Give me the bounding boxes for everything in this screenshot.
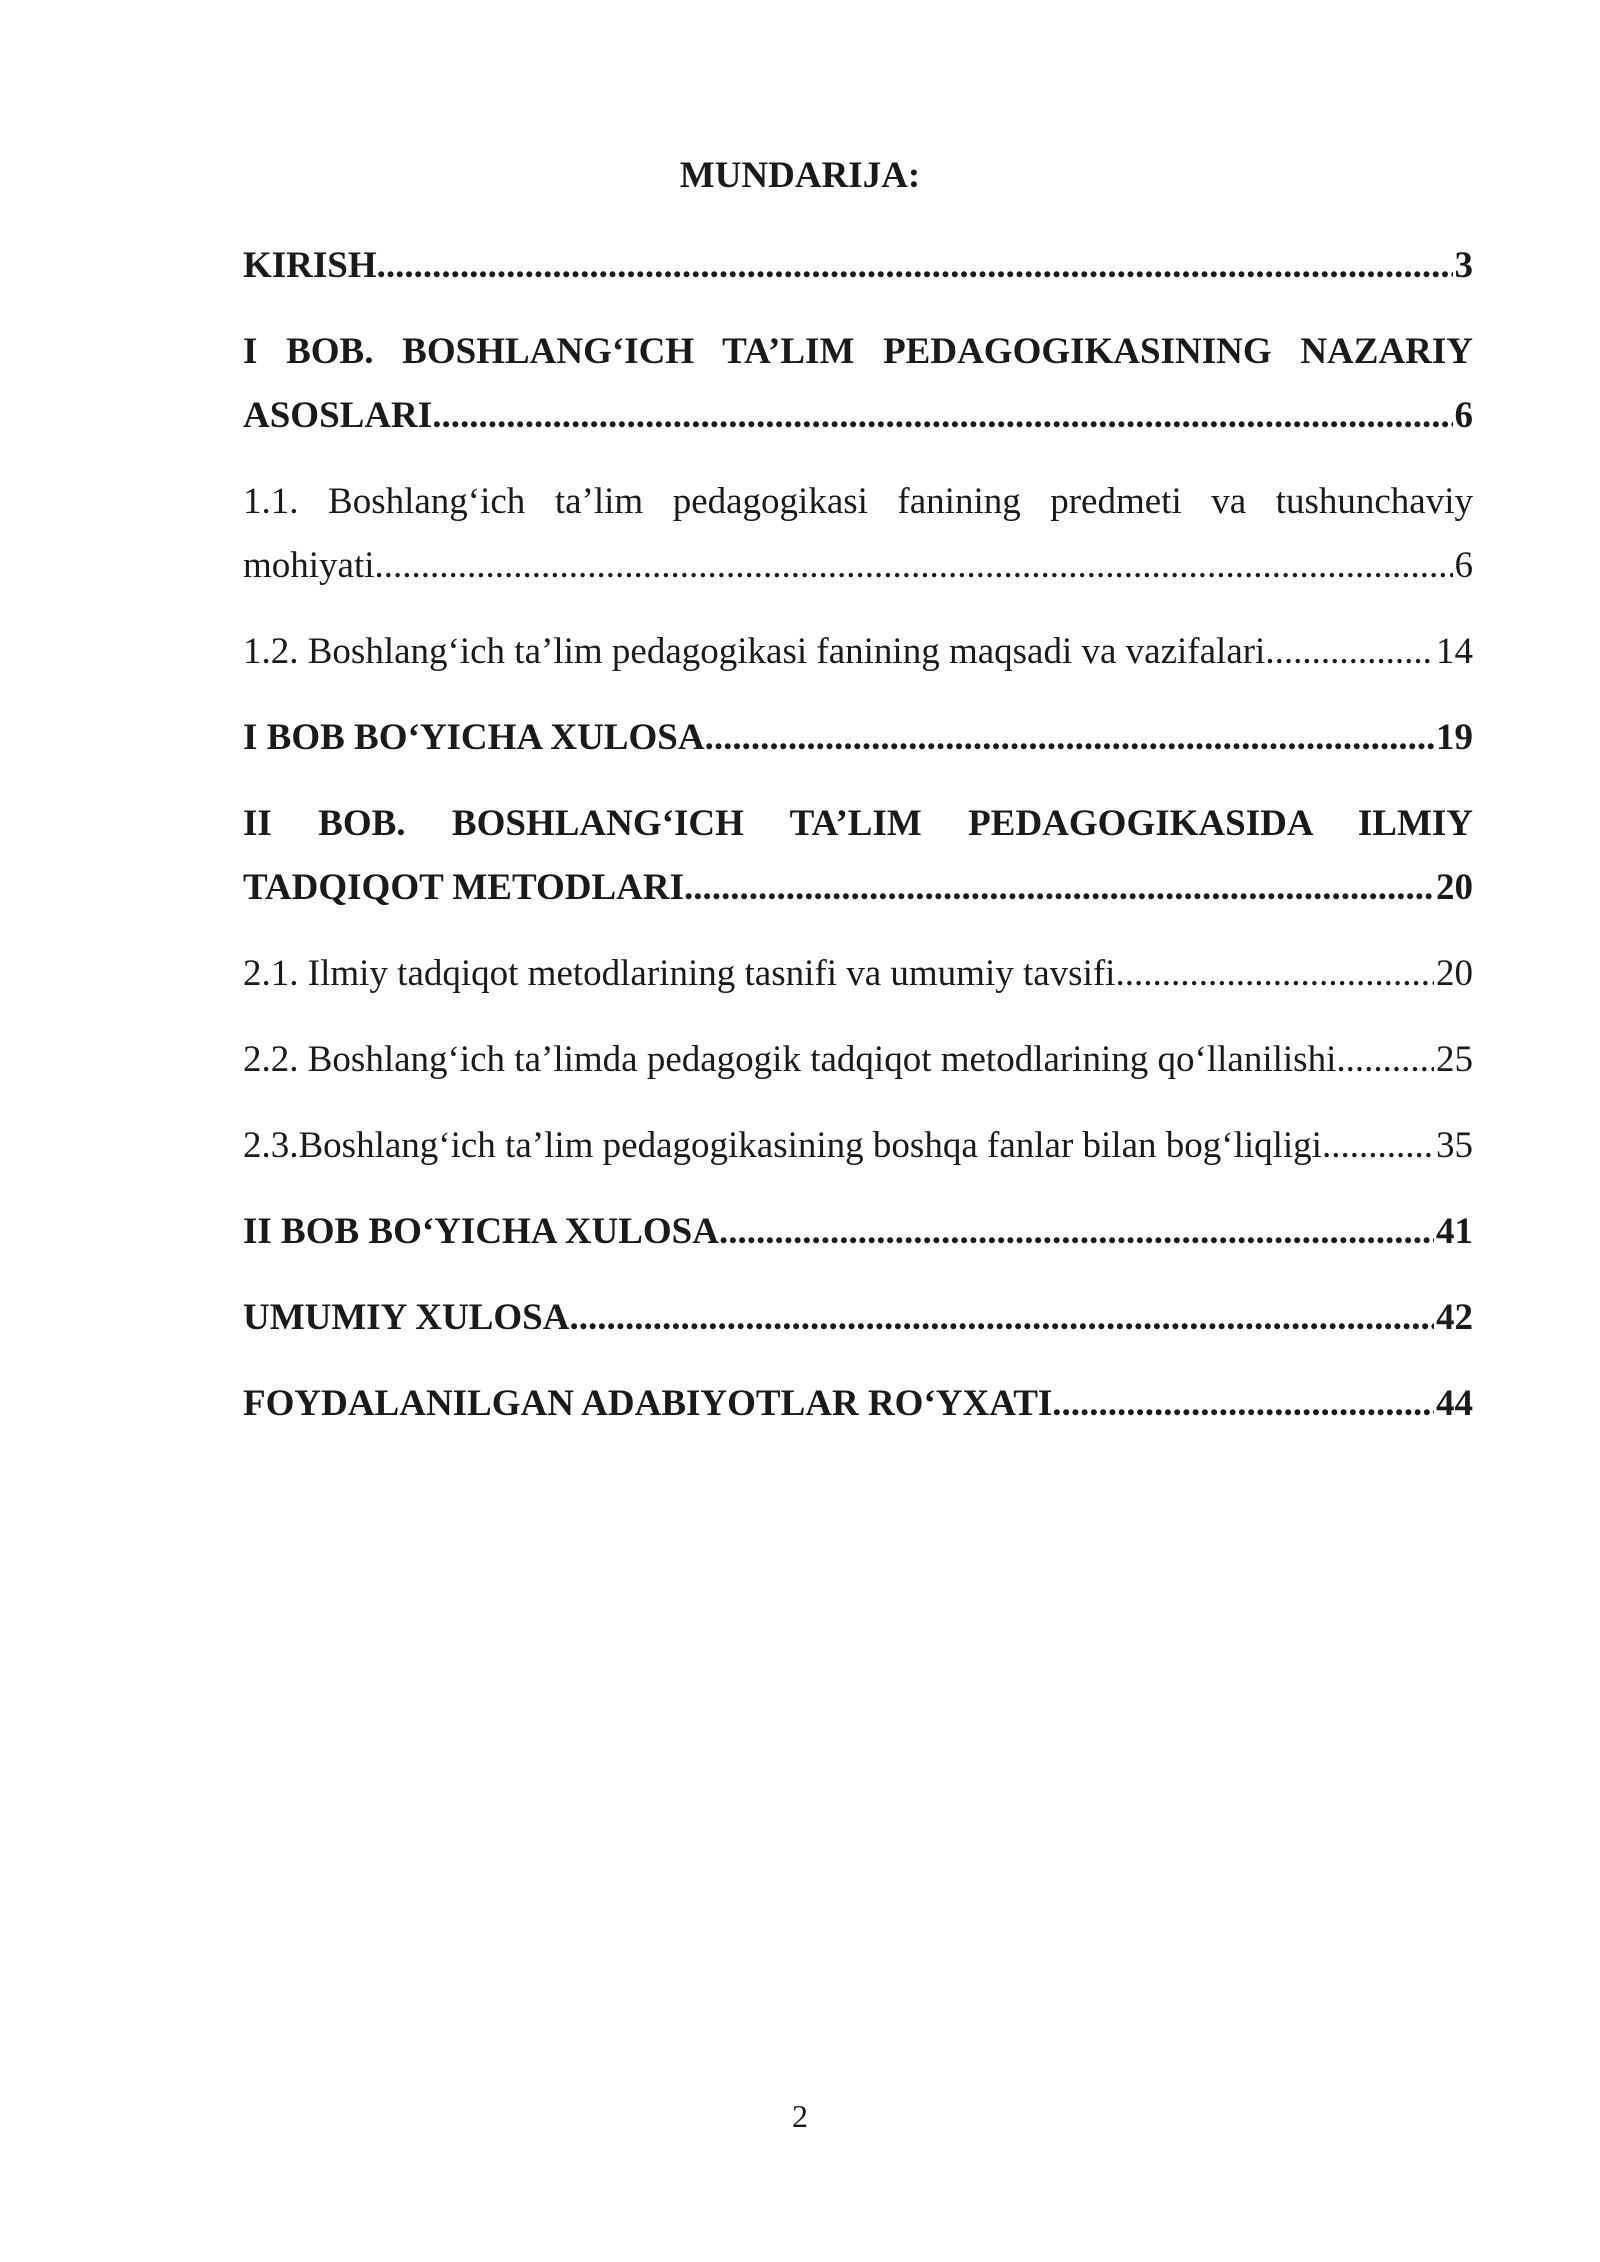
toc-entry-text: FOYDALANILGAN ADABIYOTLAR RO‘YXATI [243,1383,1053,1424]
toc-entry-text: UMUMIY XULOSA [243,1297,570,1338]
toc-entry-text: mohiyati [243,545,375,586]
toc-entry-section-2-3[interactable] [243,1114,1473,1178]
toc-entry-text-line-1: II BOB. BOSHLANG‘ICH TA’LIM PEDAGOGIKASIDA ILMIY [243,803,1473,844]
dot-leader [684,856,1434,920]
dot-leader [1265,620,1434,684]
toc-entry-chapter-1[interactable] [243,320,1473,448]
toc-entry-chapter-1-conclusion[interactable] [243,706,1473,770]
toc-entry-section-1-2[interactable] [243,620,1473,684]
toc-page-number: 25 [1436,1039,1473,1080]
toc-page-number: 6 [1454,395,1473,436]
toc-entry-text-line-1: I BOB. BOSHLANG‘ICH TA’LIM PEDAGOGIKASINING NAZARIY [243,331,1473,372]
toc-page-number: 41 [1436,1211,1473,1252]
toc-page-number: 20 [1436,867,1473,908]
toc-entry-references[interactable] [243,1372,1473,1436]
toc-entry-text: 2.1. Ilmiy tadqiqot metodlarining tasnifi va umumiy tavsifi [243,953,1116,994]
toc-entry-chapter-2-conclusion[interactable] [243,1200,1473,1264]
toc-entry-section-2-2[interactable] [243,1028,1473,1092]
page-number: 2 [792,2098,808,2134]
toc-entry-text: 2.3.Boshlang‘ich ta’lim pedagogikasining boshqa fanlar bilan bog‘liqligi [243,1125,1322,1166]
dot-leader [375,534,1453,598]
toc-entry-text: 2.2. Boshlang‘ich ta’limda pedagogik tadqiqot metodlarining qo‘llanilishi [243,1039,1337,1080]
toc-entry-text-line-1: 1.1. Boshlang‘ich ta’lim pedagogikasi fanining predmeti va tushunchaviy [243,481,1473,522]
toc-entry-text: 1.2. Boshlang‘ich ta’lim pedagogikasi fanining maqsadi va vazifalari [243,631,1266,672]
toc-page-number: 35 [1436,1125,1473,1166]
table-of-contents [243,234,1473,1458]
toc-page-number: 6 [1454,545,1473,586]
dot-leader [1115,942,1434,1006]
toc-page-number: 44 [1436,1383,1473,1424]
dot-leader [432,384,1452,448]
dot-leader [1322,1114,1434,1178]
page-title: MUNDARIJA: [679,155,921,196]
dot-leader [377,234,1453,298]
toc-page-number: 20 [1436,953,1473,994]
toc-entry-text: TADQIQOT METODLARI [243,867,685,908]
toc-page-number: 3 [1454,245,1473,286]
toc-entry-text: II BOB BO‘YICHA XULOSA [243,1211,719,1252]
toc-entry-section-2-1[interactable] [243,942,1473,1006]
dot-leader [705,706,1434,770]
toc-entry-general-conclusion[interactable] [243,1286,1473,1350]
dot-leader [569,1286,1434,1350]
toc-page-number: 14 [1436,631,1473,672]
dot-leader [1052,1372,1434,1436]
toc-entry-text: ASOSLARI [243,395,433,436]
dot-leader [1336,1028,1434,1092]
toc-page-number: 42 [1436,1297,1473,1338]
toc-entry-kirish[interactable] [243,234,1473,298]
toc-entry-section-1-1[interactable] [243,470,1473,598]
toc-entry-text: KIRISH [243,245,377,286]
toc-page-number: 19 [1436,717,1473,758]
toc-entry-chapter-2[interactable] [243,792,1473,920]
dot-leader [719,1200,1434,1264]
toc-entry-text: I BOB BO‘YICHA XULOSA [243,717,705,758]
